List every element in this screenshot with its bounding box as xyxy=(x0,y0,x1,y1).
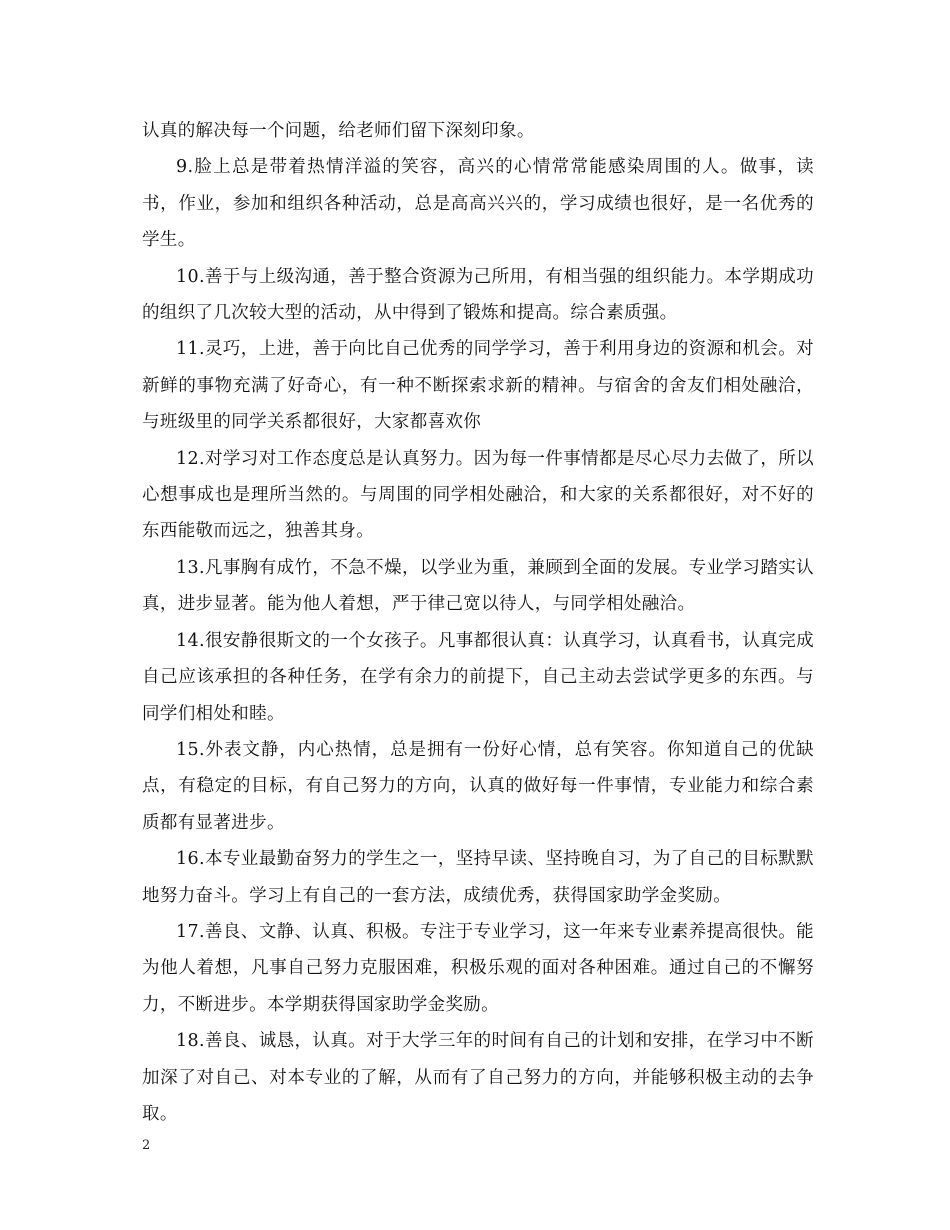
paragraph-item-18: 18.善良、诚恳，认真。对于大学三年的时间有自己的计划和安排，在学习中不断加深了对自己、对本专业的了解，从而有了自己努力的方向，并能够积极主动的去争取。 xyxy=(142,1031,814,1124)
paragraph-item-15: 15.外表文静，内心热情，总是拥有一份好心情，总有笑容。你知道自己的优缺点，有稳定的目标，有自己努力的方向，认真的做好每一件事情，专业能力和综合素质都有显著进步。 xyxy=(142,739,814,833)
paragraph-item-11: 11.灵巧，上进，善于向比自己优秀的同学学习，善于利用身边的资源和机会。对新鲜的事物充满了好奇心，有一种不断探索求新的精神。与宿舍的舍友们相处融洽，与班级里的同学关系都很好，大家都喜欢你 xyxy=(142,339,814,433)
paragraph-item-9: 9.脸上总是带着热情洋溢的笑容，高兴的心情常常能感染周围的人。做事，读书，作业，参加和组织各种活动，总是高高兴兴的，学习成绩也很好，是一名优秀的学生。 xyxy=(142,157,814,251)
paragraph-item-10: 10.善于与上级沟通，善于整合资源为己所用，有相当强的组织能力。本学期成功的组织了几次较大型的活动，从中得到了锻炼和提高。综合素质强。 xyxy=(142,266,814,324)
document-body xyxy=(142,113,814,1132)
paragraph-item-17: 17.善良、文静、认真、积极。专注于专业学习，这一年来专业素养提高很快。能为他人着想，凡事自己努力克服困难，积极乐观的面对各种困难。通过自己的不懈努力，不断进步。本学期获得国家助学金奖励。 xyxy=(142,921,814,1015)
paragraph-continuation: 认真的解决每一个问题，给老师们留下深刻印象。 xyxy=(142,121,535,141)
paragraph-item-14: 14.很安静很斯文的一个女孩子。凡事都很认真：认真学习，认真看书，认真完成自己应该承担的各种任务，在学有余力的前提下，自己主动去尝试学更多的东西。与同学们相处和睦。 xyxy=(142,630,814,724)
paragraph-item-13: 13.凡事胸有成竹，不急不燥，以学业为重，兼顾到全面的发展。专业学习踏实认真，进步显著。能为他人着想，严于律己宽以待人，与同学相处融洽。 xyxy=(142,557,814,615)
paragraph-item-12: 12.对学习对工作态度总是认真努力。因为每一件事情都是尽心尽力去做了，所以心想事成也是理所当然的。与周围的同学相处融洽，和大家的关系都很好，对不好的东西能敬而远之，独善其身。 xyxy=(142,448,814,542)
page-number: 2 xyxy=(142,1138,151,1153)
paragraph-item-16: 16.本专业最勤奋努力的学生之一，坚持早读、坚持晚自习，为了自己的目标默默地努力奋斗。学习上有自己的一套方法，成绩优秀，获得国家助学金奖励。 xyxy=(142,849,814,906)
